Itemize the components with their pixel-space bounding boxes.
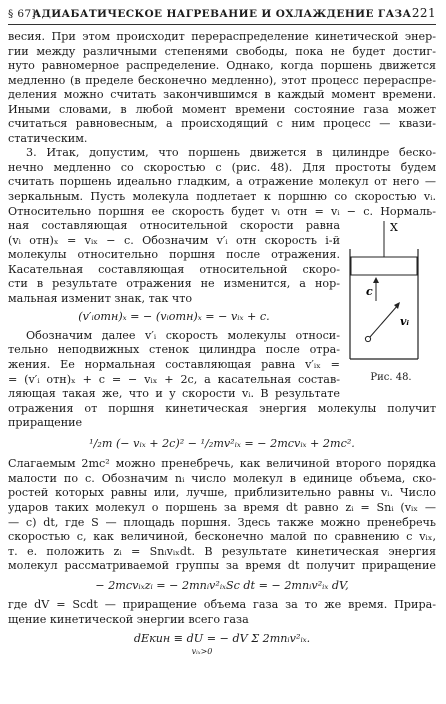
text-line: Иными словами, в любой момент времени состояние газа может bbox=[8, 102, 436, 116]
equation-4-block bbox=[8, 632, 436, 659]
text-line: Слагаемым 2mc² можно пренебречь, как величиной второго порядка bbox=[8, 457, 436, 471]
figure-48 bbox=[346, 219, 436, 386]
running-header bbox=[8, 6, 436, 24]
text-line: скоростью c, как величиной, бесконечно малой по сравнению с vᵢₓ, bbox=[8, 530, 436, 544]
text-line: Обозначим далее v′ᵢ скорость молекулы относи- bbox=[26, 328, 340, 342]
text-line: Касательная составляющая относительной скоро- bbox=[8, 262, 340, 276]
text-line: ростей которых равны или, лучше, приблизительно равны vᵢ. Число bbox=[8, 486, 436, 500]
page-body bbox=[8, 30, 436, 659]
text-line: = (v′ᵢ отн)ₓ + c = − vᵢₓ + 2c, а касательная состав- bbox=[8, 372, 340, 386]
text-line: т. е. положить zᵢ = Snᵢvᵢₓdt. В результате кинетическая энергия bbox=[8, 544, 436, 558]
paragraph-2 bbox=[8, 146, 436, 219]
page-number: 221 bbox=[411, 6, 436, 20]
text-line: 3. Итак, допустим, что поршень движется в цилиндре беско- bbox=[26, 146, 436, 160]
cylinder-diagram bbox=[346, 219, 436, 369]
figure-caption: Рис. 48. bbox=[370, 372, 412, 384]
piston bbox=[351, 257, 417, 275]
text-line: считаться равновесным, а происходящий с ним процесс — квази- bbox=[8, 117, 436, 131]
text-line: молекул рассматриваемой группы за время dt получит приращение bbox=[8, 559, 436, 573]
text-line: ная составляющая относительной скорости равна bbox=[8, 219, 340, 233]
equation-3: − 2mcvᵢₓzᵢ = − 2mnᵢv²ᵢₓSc dt = − 2mnᵢv²ᵢₓ dV, bbox=[95, 578, 349, 592]
equation-2: ¹/₂m (− vᵢₓ + 2c)² − ¹/₂mv²ᵢₓ = − 2mcvᵢₓ + 2mc². bbox=[89, 436, 355, 450]
text-line: ударов таких молекул о поршень за время dt равно zᵢ = Snᵢ (vᵢₓ — bbox=[8, 500, 436, 514]
text-line: сти в результате отражения не изменится, а нор- bbox=[8, 277, 340, 291]
velocity-c-label: c bbox=[366, 285, 373, 299]
text-line: (vᵢ отн)ₓ = vᵢₓ − c. Обозначим v′ᵢ отн скорость i-й bbox=[8, 233, 340, 247]
text-line: молекулы относительно поршня после отражения. bbox=[8, 248, 340, 262]
sum-subscript: vᵢₓ>0 bbox=[191, 646, 213, 656]
equation-4: dEкин ≡ dU = − dV Σ 2mnᵢv²ᵢₓ. bbox=[133, 632, 311, 646]
text-line: мальная изменит знак, так что bbox=[8, 291, 193, 305]
text-line: нечно медленно со скоростью c (рис. 48). Для простоты будем bbox=[8, 160, 436, 174]
header-rule bbox=[8, 24, 436, 25]
text-line: тельно неподвижных стенок цилиндра после отра- bbox=[8, 343, 340, 357]
text-line: нуто равномерное распределение. Однако, когда поршень движется bbox=[8, 59, 436, 73]
paragraph-1 bbox=[8, 30, 436, 146]
velocity-vi-arrow bbox=[370, 305, 398, 337]
text-line: деления можно считать закончившимся в каждый момент времени. bbox=[8, 88, 436, 102]
velocity-vi-label: vᵢ bbox=[400, 315, 410, 329]
text-line: ляющая такая же, что и у скорости vᵢ. В результате bbox=[8, 387, 340, 401]
text-line: — c) dt, где S — площадь поршня. Здесь также можно пренебречь bbox=[8, 515, 436, 529]
text-line: Относительно поршня ее скорость будет vᵢ отн = vᵢ − c. Нормаль- bbox=[8, 204, 436, 218]
molecule bbox=[365, 337, 370, 342]
text-line: гии между различными степенями свободы, пока не будет достиг- bbox=[8, 44, 436, 58]
text-line: медленно (в пределе бесконечно медленно), этот процесс перераспре- bbox=[8, 73, 436, 87]
narrow-column bbox=[8, 219, 340, 402]
text-line: считать поршень идеально гладким, а отражение молекул от него — bbox=[8, 175, 436, 189]
text-line: жения. Ее нормальная составляющая равна v′ᵢₓ = bbox=[8, 358, 340, 372]
section-number: § 67] bbox=[8, 8, 37, 20]
running-title: АДИАБАТИЧЕСКОЕ НАГРЕВАНИЕ И ОХЛАЖДЕНИЕ ГАЗА bbox=[32, 8, 412, 20]
paragraph-3-continued bbox=[8, 402, 436, 431]
paragraph-4 bbox=[8, 457, 436, 573]
text-line: щение кинетической энергии всего газа bbox=[8, 612, 249, 626]
text-line: где dV = Scdt — приращение объема газа за то же время. Прира- bbox=[8, 598, 436, 612]
text-line: отражения от поршня кинетическая энергия молекулы получит bbox=[8, 401, 436, 415]
text-line: малости по c. Обозначим nᵢ число молекул в единице объема, ско- bbox=[8, 471, 436, 485]
x-axis-label: X bbox=[390, 221, 398, 235]
text-line: приращение bbox=[8, 416, 83, 430]
text-line: весия. При этом происходит перераспределение кинетической энер- bbox=[8, 30, 436, 43]
figure-wrap-block bbox=[8, 219, 436, 402]
paragraph-5 bbox=[8, 598, 436, 627]
equation-1: (v′ᵢотн)ₓ = − (vᵢотн)ₓ = − vᵢₓ + c. bbox=[78, 310, 270, 324]
text-line: зеркальным. Пусть молекула подлетает к поршню со скоростью vᵢ. bbox=[8, 190, 436, 204]
arrowhead bbox=[373, 277, 379, 283]
text-line: статическим. bbox=[8, 131, 88, 145]
